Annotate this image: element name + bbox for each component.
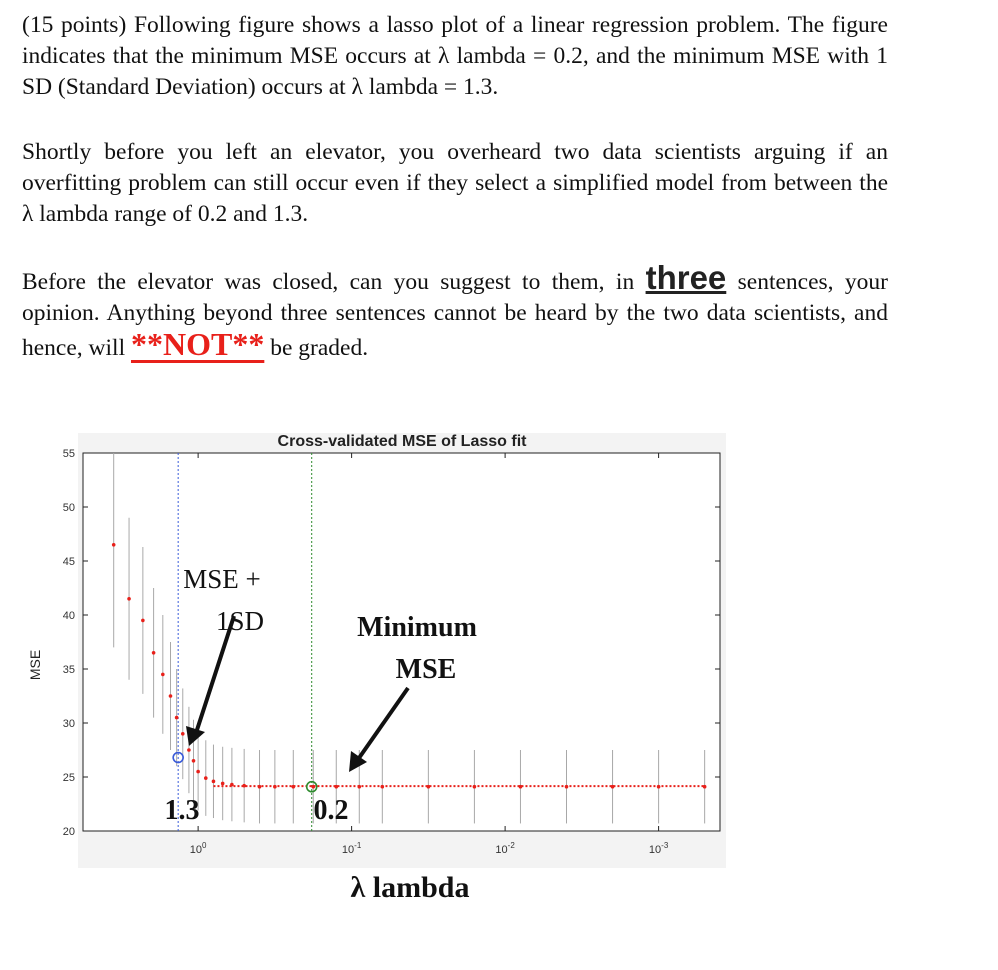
mse-point [169, 694, 173, 698]
y-tick-label: 55 [62, 448, 75, 460]
x-tick-label: $10^{-1}$ [341, 841, 362, 856]
y-axis-label: MSE [27, 649, 43, 681]
chart-title: Cross-validated MSE of Lasso fit [277, 433, 527, 450]
instruction-text-c: be graded. [264, 335, 369, 361]
x-tick-label: $10^{-3}$ [648, 841, 669, 856]
mse-point [181, 732, 185, 736]
annotation-mse-1sd-line1: MSE + [183, 564, 261, 594]
question-paragraph-2: Shortly before you left an elevator, you overheard two data scientists arguing if an overfitting problem can still occur even if they select a simplified model from between the λ lambda range of 0.2 and 1.3. [22, 139, 888, 227]
y-tick-label: 40 [62, 610, 75, 622]
mse-point [112, 543, 116, 547]
mse-point [192, 759, 196, 763]
mse-point [212, 780, 216, 784]
mse-point [161, 673, 165, 677]
annotation-value-0-2: 0.2 [313, 795, 349, 826]
y-tick-label: 25 [62, 772, 75, 784]
mse-point [152, 651, 156, 655]
three-emphasis: three [645, 259, 727, 296]
mse-point [196, 770, 200, 774]
y-tick-label: 30 [62, 718, 75, 730]
mse-point [127, 597, 131, 601]
instruction-text-b: sentences, your opinion. Anything beyond three sentences cannot be heard by the two data scientists, and hence, will [22, 269, 889, 361]
question-paragraph-3 [22, 259, 889, 364]
not-emphasis: **NOT** [130, 326, 265, 362]
annotation-minimum-line2: MSE [395, 654, 457, 685]
annotation-mse-1sd-line2: 1SD [215, 606, 265, 636]
annotation-minimum-line1: Minimum [357, 612, 477, 643]
y-tick-label: 50 [62, 502, 75, 514]
y-tick-label: 35 [62, 664, 75, 676]
y-tick-label: 20 [62, 826, 75, 838]
question-paragraph-1: (15 points) Following figure shows a lasso plot of a linear regression problem. The figure indicates that the minimum MSE occurs at λ lambda = 0.2, and the minimum MSE with 1 SD (Standard Deviation) occurs at λ lambda = 1.3. [22, 12, 888, 100]
mse-point [187, 748, 191, 752]
annotation-value-1-3: 1.3 [164, 795, 200, 826]
mse-point [204, 776, 208, 780]
x-tick-label: $10^0$ [189, 841, 207, 856]
lasso-cv-chart [0, 420, 740, 920]
x-tick-label: $10^{-2}$ [495, 841, 515, 856]
mse-point [141, 619, 145, 623]
instruction-text-a: Before the elevator was closed, can you suggest to them, in [22, 269, 646, 295]
mse-point [175, 716, 179, 720]
mse-point [221, 782, 225, 786]
x-axis-label: λ lambda [350, 871, 470, 904]
y-tick-label: 45 [62, 556, 75, 568]
